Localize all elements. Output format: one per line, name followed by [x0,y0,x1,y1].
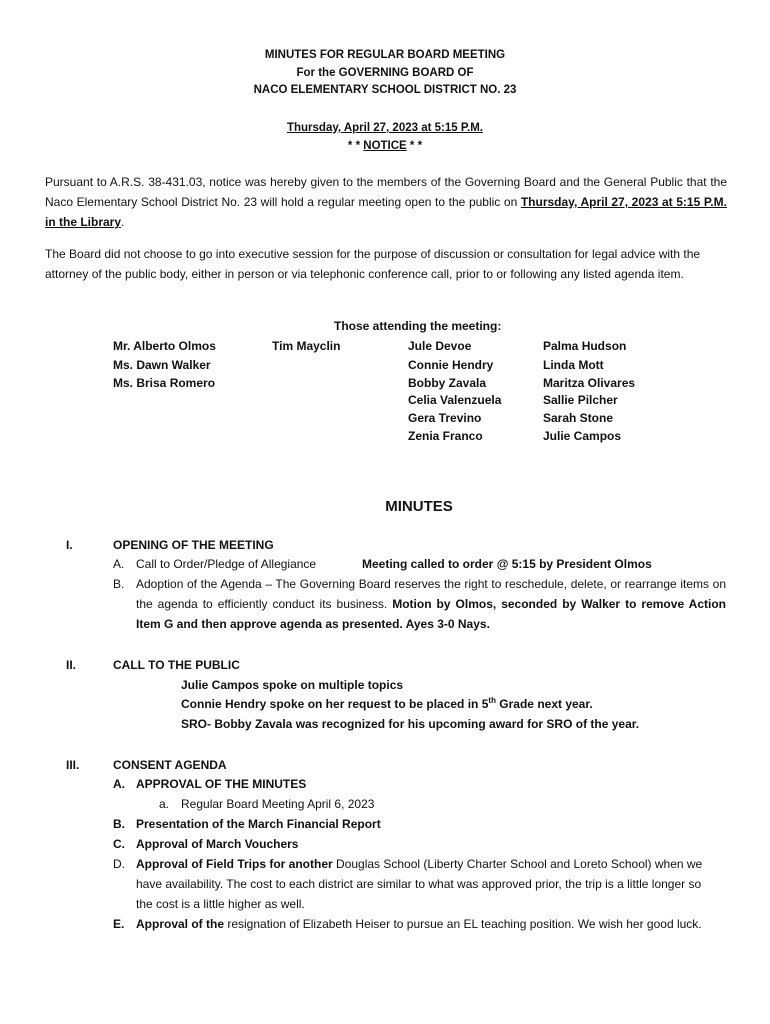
header-title-line2: For the GOVERNING BOARD OF [296,67,474,79]
header-title-line3: NACO ELEMENTARY SCHOOL DISTRICT NO. 23 [253,84,517,96]
call-to-order-result: Meeting called to order @ 5:15 by President Olmos [362,557,652,571]
attendee: Tim Mayclin [272,339,341,353]
section-number: I. [66,538,73,552]
public-comment: SRO- Bobby Zavala was recognized for his upcoming award for SRO of the year. [181,717,640,731]
item-letter: A. [113,777,125,791]
item-letter: A. [113,557,125,571]
attendee: Linda Mott [543,358,604,372]
call-to-order-text: Call to Order/Pledge of Allegiance [136,557,317,571]
resignation-item: Approval of the resignation of Elizabeth Heiser to pursue an EL teaching position. We wish her good luck. [136,917,702,931]
public-comment: Julie Campos spoke on multiple topics [181,678,404,692]
attendee: Sarah Stone [543,411,614,425]
section-number: II. [66,658,77,672]
public-comment: Connie Hendry spoke on her request to be placed in 5th Grade next year. [181,696,593,711]
executive-session-paragraph: The Board did not choose to go into executive session for the purpose of discussion or consultation for legal advice with the attorney of the public body, either in person or via telephonic conference call, prior to or following any listed agenda item. [45,247,701,281]
item-letter: B. [113,577,125,591]
meeting-date: Thursday, April 27, 2023 at 5:15 P.M. [286,122,483,134]
attendee: Connie Hendry [408,358,494,372]
notice-heading: * * NOTICE * * [347,140,423,152]
item-letter: D. [113,857,125,871]
vouchers-item: Approval of March Vouchers [136,837,299,851]
sub-item-letter: a. [159,797,170,811]
attendee: Ms. Brisa Romero [113,376,216,390]
attendee: Gera Trevino [408,411,482,425]
item-letter: C. [113,837,125,851]
agenda-adoption-item: Adoption of the Agenda – The Governing Board reserves the right to reschedule, delete, or rearrange items on the agenda to efficiently conduct its business. Motion by Olmos, seconded by Walker to remove Action Item G and then approve agenda as presented. Ayes 3-0 Nays. [136,577,726,631]
attendee: Jule Devoe [408,339,472,353]
section-title-call-to-public: CALL TO THE PUBLIC [113,658,240,672]
section-title-consent-agenda: CONSENT AGENDA [113,758,227,772]
section-number: III. [66,758,80,772]
attendee: Bobby Zavala [408,376,487,390]
item-letter: B. [113,817,125,831]
attendee: Palma Hudson [543,339,627,353]
item-letter: E. [113,917,125,931]
approval-of-minutes: APPROVAL OF THE MINUTES [136,777,307,791]
attendee: Mr. Alberto Olmos [113,339,216,353]
section-title-opening: OPENING OF THE MEETING [113,538,274,552]
attendee: Maritza Olivares [543,376,636,390]
attendance-heading: Those attending the meeting: [334,319,502,333]
notice-paragraph: Pursuant to A.R.S. 38-431.03, notice was hereby given to the members of the Governing Board and the General Public that the Naco Elementary School District No. 23 will hold a regular meeting open to the public on Thursday, April 27, 2023 at 5:15 P.M. in the Library. [45,175,727,229]
attendee: Celia Valenzuela [408,393,502,407]
attendee: Ms. Dawn Walker [113,358,211,372]
attendee: Sallie Pilcher [543,393,618,407]
attendee: Julie Campos [543,429,622,443]
attendee: Zenia Franco [408,429,483,443]
field-trips-item: Approval of Field Trips for another Douglas School (Liberty Charter School and Loreto School) when we have availability. The cost to each district are similar to what was approved prior, the trip is a little longer so the cost is a little higher as well. [136,857,703,911]
minutes-title: MINUTES [385,498,453,515]
header-title-line1: MINUTES FOR REGULAR BOARD MEETING [264,49,506,61]
regular-meeting-minutes: Regular Board Meeting April 6, 2023 [181,797,375,811]
financial-report-item: Presentation of the March Financial Report [136,817,381,831]
